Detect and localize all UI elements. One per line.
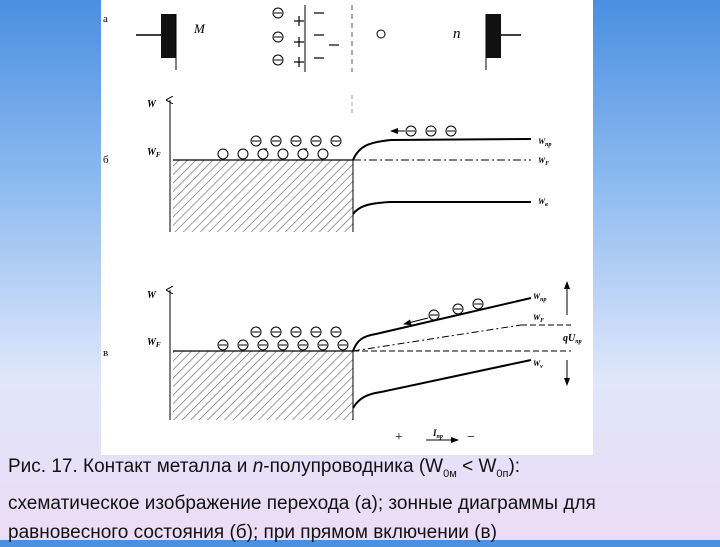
metal-filled-states-c bbox=[173, 351, 353, 420]
caption-line-3: равновесного состояния (б); при прямом включении (в) bbox=[8, 521, 497, 543]
positive-charges bbox=[294, 16, 304, 67]
valence-band-c bbox=[353, 360, 531, 408]
panel-b bbox=[103, 99, 551, 232]
metal-label: M bbox=[194, 21, 205, 36]
caption-sub-1: 0м bbox=[443, 467, 457, 480]
caption-line-2: схематическое изображение перехода (а); зонные диаграммы для bbox=[8, 492, 596, 514]
left-electrode bbox=[161, 14, 176, 58]
metal-filled-states-b bbox=[173, 160, 353, 232]
current-label: $I_{пр}$ bbox=[433, 428, 443, 440]
caption-line-1 bbox=[8, 452, 712, 489]
axis-label-b: W bbox=[147, 99, 156, 110]
figure bbox=[101, 0, 593, 455]
caption-text-1a: Рис. 17. Контакт металла и bbox=[8, 456, 253, 477]
negative-charges bbox=[314, 13, 339, 58]
fermi-label-left-b: $W_F$ bbox=[147, 147, 161, 159]
caption-n-italic: n bbox=[252, 456, 264, 477]
panel-a-letter: а bbox=[103, 13, 108, 25]
valence-label-c: $W_v$ bbox=[533, 359, 543, 370]
conduction-label-c: $W_{пр}$ bbox=[533, 292, 547, 303]
metal-electrons-b bbox=[218, 136, 341, 159]
quasi-fermi-line-c bbox=[353, 325, 521, 351]
panel-a bbox=[103, 5, 521, 72]
conduction-band-b bbox=[353, 139, 531, 160]
figure-caption bbox=[8, 452, 712, 547]
valence-label-b: $W_в$ bbox=[538, 197, 548, 208]
panel-b-letter: б bbox=[103, 154, 109, 166]
right-electrode bbox=[486, 14, 501, 58]
semi-electrons-c bbox=[429, 299, 483, 320]
semi-electrons-b bbox=[406, 126, 456, 136]
plus-sign: + bbox=[395, 430, 403, 445]
panel-c-letter: в bbox=[103, 347, 109, 359]
fermi-label-right-b: $W_F$ bbox=[538, 156, 550, 167]
caption-text-1c: < W bbox=[456, 456, 497, 477]
metal-electrons-c bbox=[218, 327, 348, 350]
valence-band-b bbox=[353, 202, 531, 214]
metal-electrons bbox=[273, 8, 283, 65]
semiconductor-label: n bbox=[453, 26, 461, 42]
panel-c bbox=[103, 282, 582, 445]
figure-svg bbox=[101, 0, 593, 455]
caption-sub-2: 0п bbox=[496, 467, 509, 480]
fermi-label-right-c: $W_F$ bbox=[533, 313, 545, 324]
donor-icon bbox=[377, 30, 385, 38]
conduction-band-c bbox=[353, 298, 531, 351]
conduction-label-b: $W_{пр}$ bbox=[538, 137, 552, 148]
caption-text-1d: ): bbox=[508, 456, 521, 477]
voltage-label: $qU_{пр}$ bbox=[563, 333, 582, 345]
fermi-label-left-c: $W_F$ bbox=[147, 337, 161, 349]
minus-sign: − bbox=[467, 430, 475, 445]
caption-text-1b: -полупроводника (W bbox=[263, 456, 444, 477]
axis-label-c: W bbox=[147, 290, 156, 301]
